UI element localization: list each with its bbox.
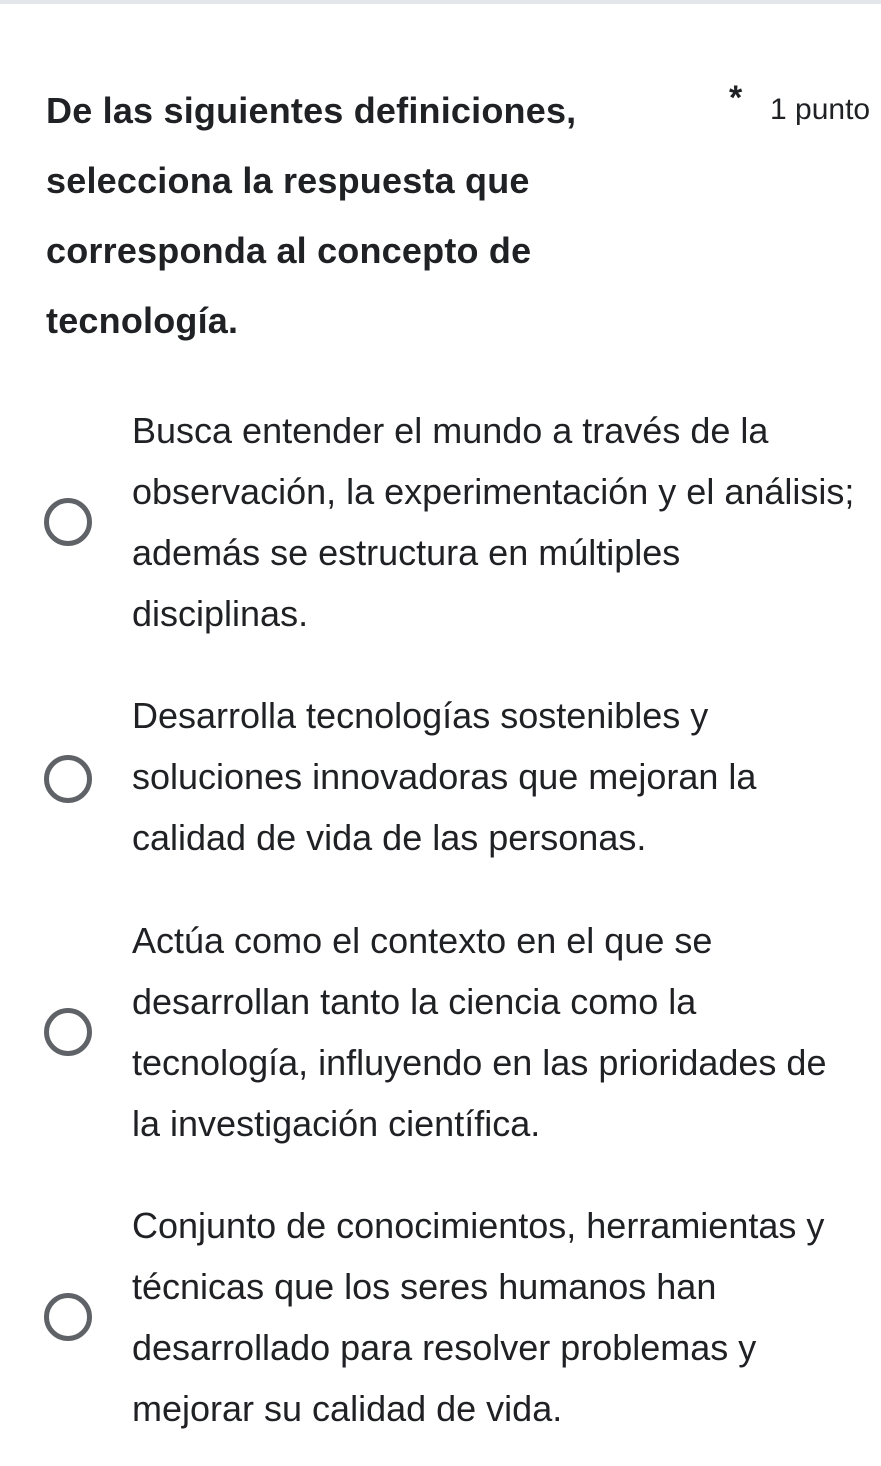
answer-option[interactable] (0, 910, 881, 1160)
option-label[interactable]: Conjunto de conocimientos, herramientas y técnicas que los seres humanos han desarrollado para resolver problemas y mejorar su calidad de vida. (132, 1205, 825, 1429)
radio-button-icon[interactable] (44, 1293, 92, 1341)
question-title: De las siguientes definiciones, selecciona la respuesta que corresponda al concepto de tecnología. (46, 90, 577, 341)
option-label[interactable]: Actúa como el contexto en el que se desarrollan tanto la ciencia como la tecnología, influyendo en las prioridades de la investigación científica. (132, 920, 827, 1144)
option-label[interactable]: Busca entender el mundo a través de la observación, la experimentación y el análisis; además se estructura en múltiples disciplinas. (132, 410, 855, 634)
answer-option[interactable] (0, 685, 881, 875)
radio-button-icon[interactable] (44, 1008, 92, 1056)
answer-option[interactable] (0, 400, 881, 650)
required-indicator: * (729, 79, 743, 117)
radio-button-icon[interactable] (44, 498, 92, 546)
radio-button-icon[interactable] (44, 755, 92, 803)
answer-option[interactable] (0, 1195, 881, 1445)
points-label: 1 punto (770, 93, 871, 126)
option-label[interactable]: Desarrolla tecnologías sostenibles y soluciones innovadoras que mejoran la calidad de vida de las personas. (132, 695, 757, 858)
